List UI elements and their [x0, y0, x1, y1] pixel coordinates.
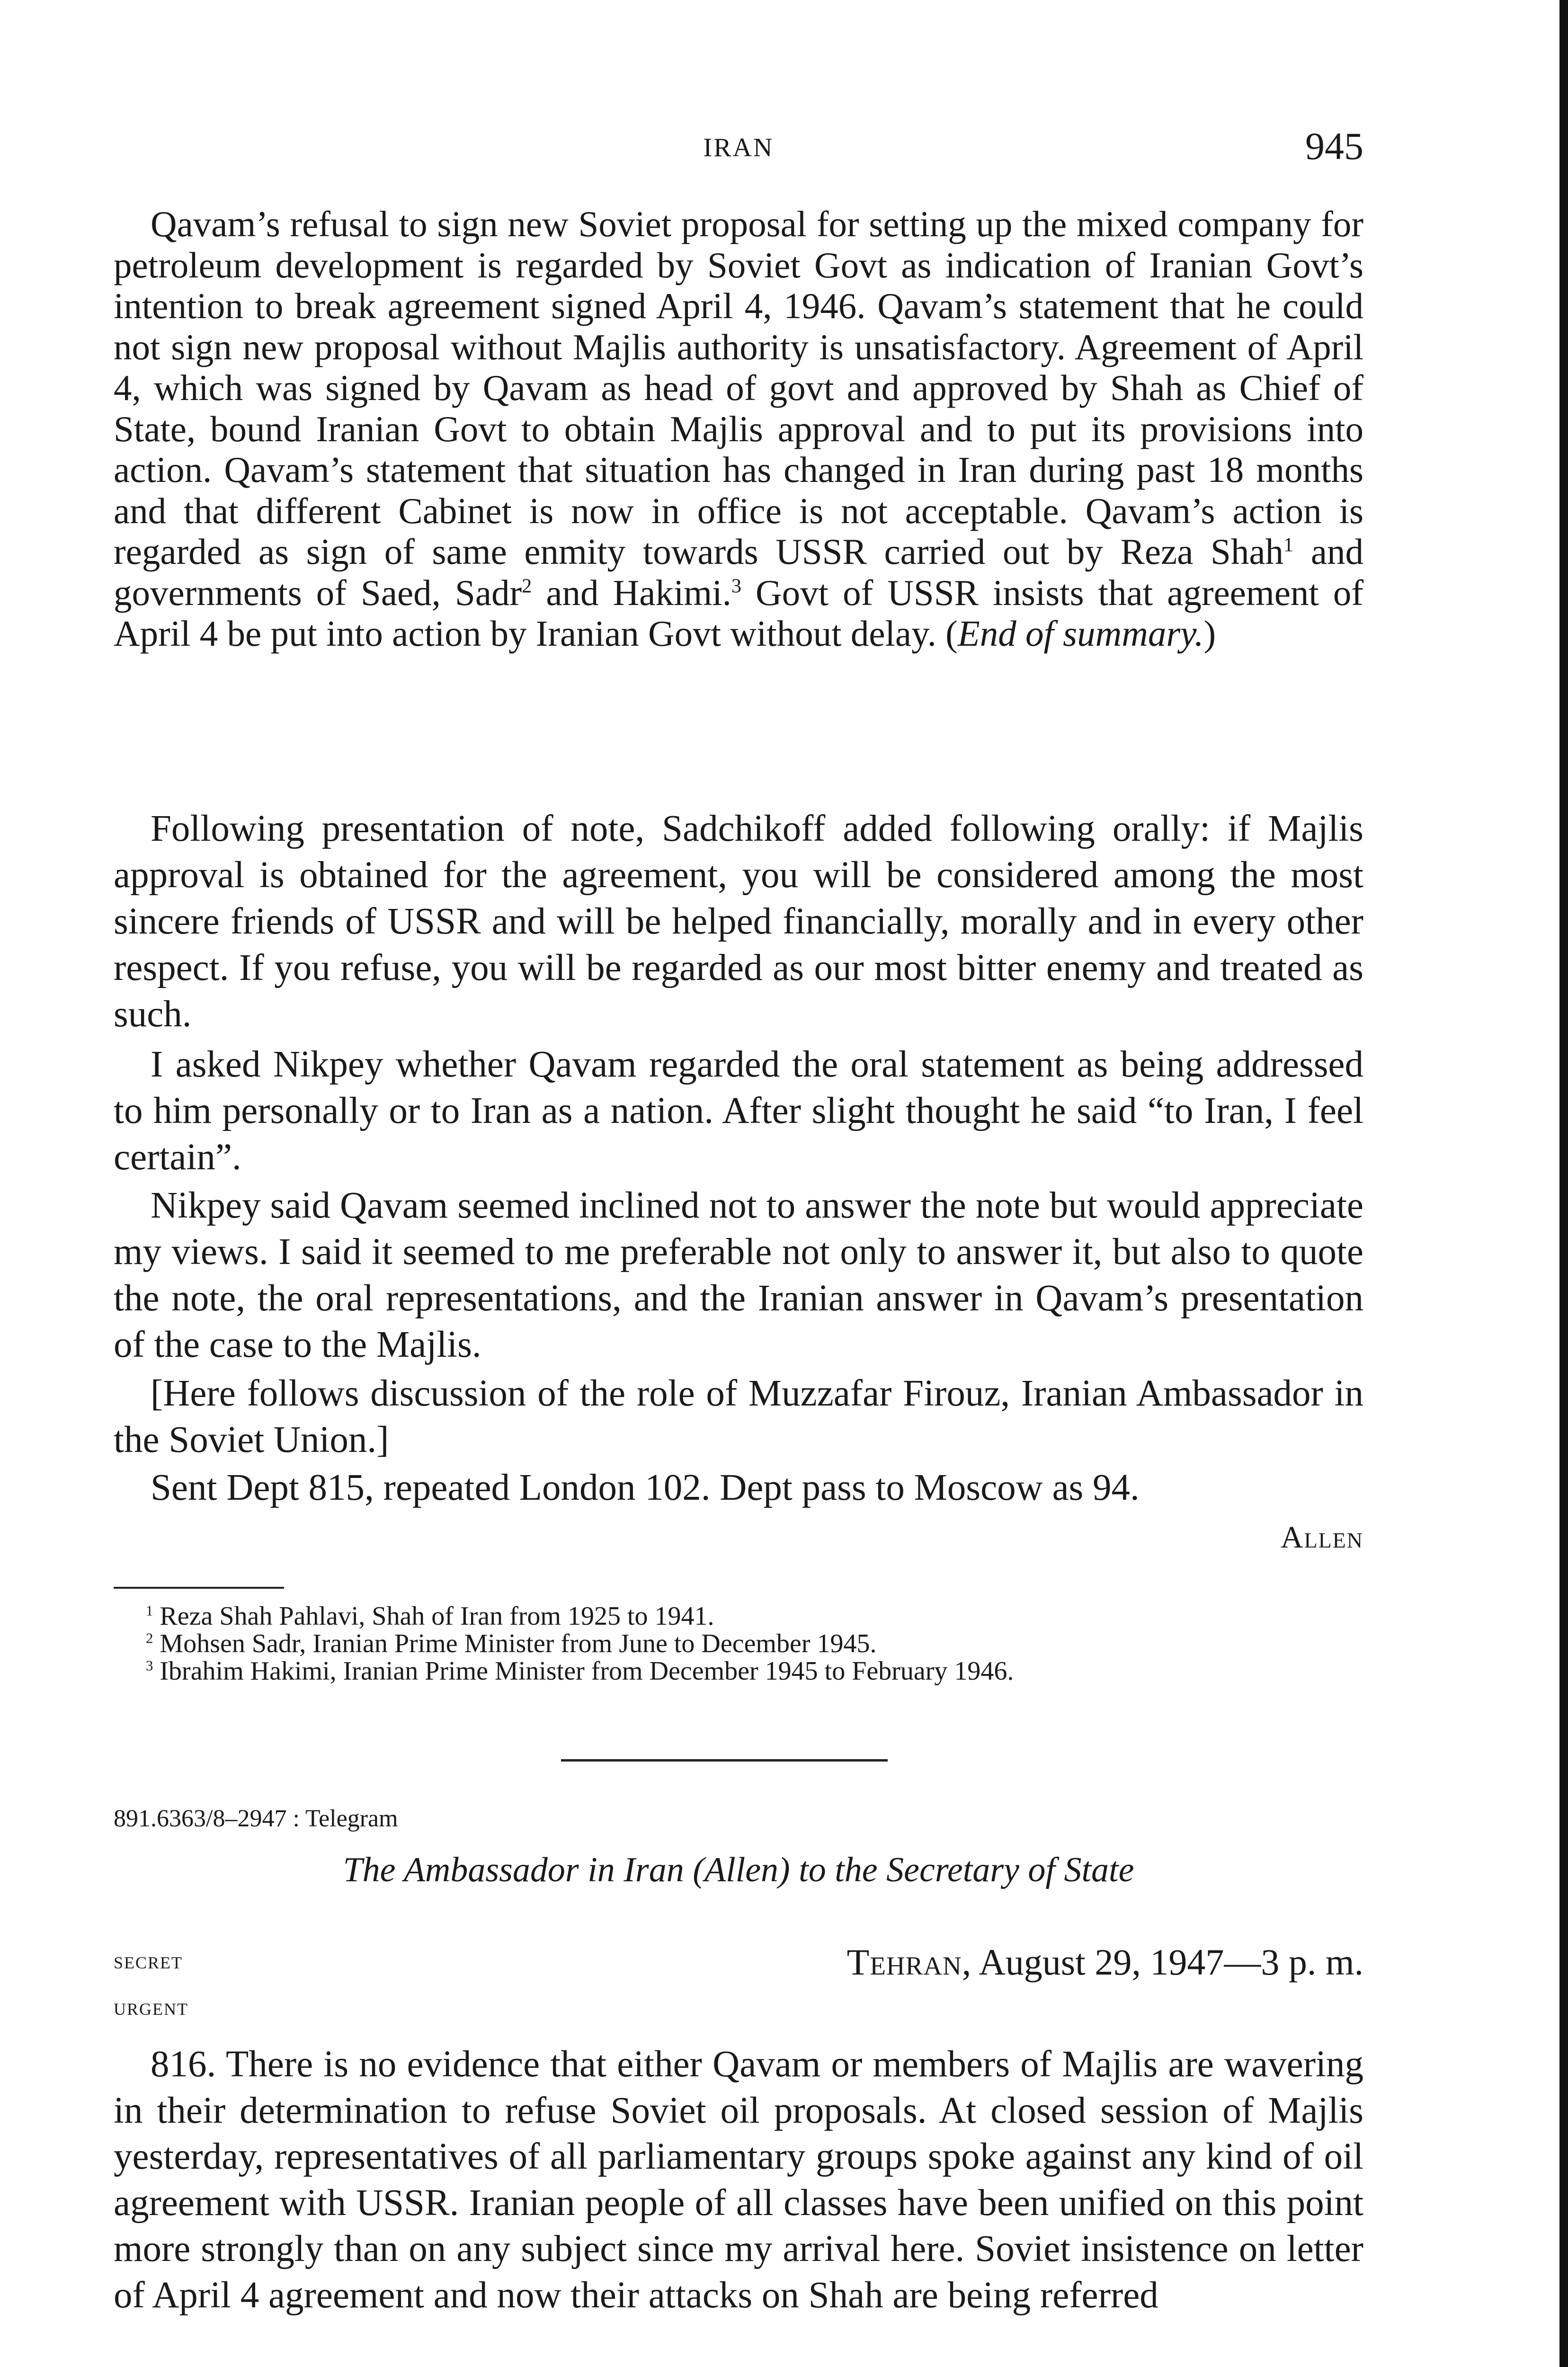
section-separator	[561, 1759, 888, 1762]
signature-allen: Allen	[1280, 1520, 1363, 1555]
page-number: 945	[1305, 125, 1363, 168]
footnotes	[114, 1602, 1363, 1685]
running-head-title: IRAN	[703, 133, 774, 162]
paragraph-sent-dept: Sent Dept 815, repeated London 102. Dept pass to Moscow as 94.	[151, 1467, 1140, 1508]
paragraph-nikpey-views: Nikpey said Qavam seemed inclined not to answer the note but would appreciate my views. I said it seemed to me preferable not only to answer it, but also to quote the note, the oral representations, and the Iranian answer in Qavam’s presentation of the case to the Majlis.	[114, 1185, 1363, 1365]
classification-urgent: urgent	[114, 1993, 188, 2020]
paragraph-bracketed-note: [Here follows discussion of the role of Muzzafar Firouz, Iranian Ambassador in the Soviet Union.]	[114, 1373, 1363, 1460]
paragraph-oral-statement: Following presentation of note, Sadchikoff added following orally: if Majlis approval is obtained for the agreement, you will be considered among the most sincere friends of USSR and will be helped financially, morally and in every other respect. If you refuse, you will be regarded as our most bitter enemy and treated as such.	[114, 808, 1363, 1035]
footnote-mark: 2	[146, 1630, 153, 1646]
document-reference: 891.6363/8–2947 : Telegram	[114, 1805, 398, 1832]
summary-text-1: Qavam’s refusal to sign new Soviet proposal for setting up the mixed company for petroleum development is regarded by Soviet Govt as indication of Iranian Govt’s intention to break agreement signed April 4, 1946. Qavam’s statement that he could not sign new proposal without Majlis authority is unsatisfactory. Agreement of April 4, which was signed by Qavam as head of govt and approved by Shah as Chief of State, bound Iranian Govt to obtain Majlis approval and to put its provisions into action. Qavam’s statement that situation has changed in Iran during past 18 months and that different Cabinet is now in office is not acceptable. Qavam’s action is regarded as sign of same enmity towards USSR carried out by Reza Shah	[114, 204, 1363, 572]
footnote-text: Mohsen Sadr, Iranian Prime Minister from June to December 1945.	[153, 1629, 877, 1658]
summary-paragraph	[114, 204, 1363, 654]
end-of-summary: End of summary.	[957, 613, 1204, 654]
footnote-text: Ibrahim Hakimi, Iranian Prime Minister from December 1945 to February 1946.	[153, 1656, 1014, 1686]
footnote-ref-1: 1	[1283, 534, 1294, 556]
footnote-ref-2: 2	[522, 574, 532, 597]
footnote-1	[114, 1602, 1363, 1630]
summary-text-3: and Hakimi.	[532, 572, 731, 613]
dateline-date: August 29, 1947—3 p. m.	[971, 1941, 1363, 1983]
paragraph-nikpey-question: I asked Nikpey whether Qavam regarded the oral statement as being addressed to him personally or to Iran as a nation. After slight thought he said “to Iran, I feel certain”.	[114, 1044, 1363, 1178]
footnote-mark: 3	[146, 1657, 153, 1674]
dateline	[847, 1941, 1363, 1984]
footnote-2	[114, 1630, 1363, 1657]
document-heading: The Ambassador in Iran (Allen) to the Secretary of State	[343, 1851, 1134, 1889]
summary-text-2: and governments of Saed, Sadr	[114, 531, 1363, 613]
dateline-place: Tehran,	[846, 1941, 972, 1983]
running-head	[114, 124, 1363, 167]
footnote-rule	[114, 1587, 284, 1589]
summary-text-4: Govt of USSR insists that agreement of April 4 be put into action by Iranian Govt without delay. (	[114, 572, 1363, 654]
classification-secret: secret	[114, 1947, 183, 1974]
summary-text-5: )	[1203, 613, 1216, 654]
footnote-3	[114, 1657, 1363, 1685]
page-edge-shadow	[1559, 0, 1568, 2367]
footnote-mark: 1	[146, 1602, 153, 1619]
footnote-ref-3: 3	[731, 574, 741, 597]
paragraph-816: 816. There is no evidence that either Qavam or members of Majlis are wavering in their determination to refuse Soviet oil proposals. At closed session of Majlis yesterday, representatives of all parliamentary groups spoke against any kind of oil agreement with USSR. Iranian people of all classes have been unified on this point more strongly than on any subject since my arrival here. Soviet insistence on letter of April 4 agreement and now their attacks on Shah are being referred	[114, 2044, 1363, 2316]
footnote-text: Reza Shah Pahlavi, Shah of Iran from 1925 to 1941.	[153, 1602, 714, 1631]
